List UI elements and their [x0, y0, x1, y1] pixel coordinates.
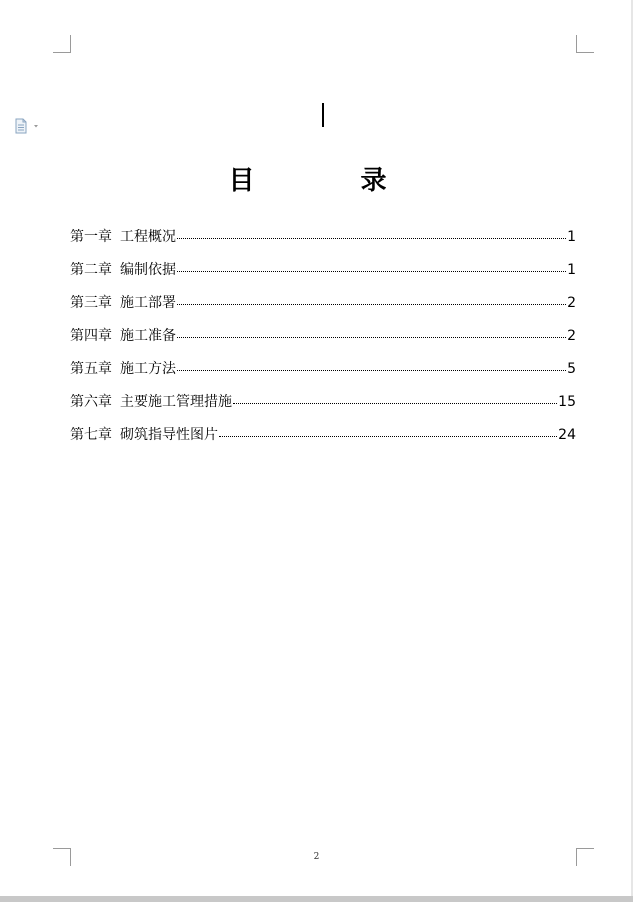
- corner-mark-top-right: [576, 35, 594, 53]
- corner-mark-top-left: [53, 35, 71, 53]
- toc-heading: 砌筑指导性图片: [120, 427, 218, 443]
- toc-page-number: 1: [567, 229, 576, 245]
- toc-heading: 工程概况: [120, 229, 176, 245]
- toc-heading: 编制依据: [120, 262, 176, 278]
- text-cursor: [322, 103, 324, 127]
- toc-entry[interactable]: [70, 292, 576, 325]
- toc-page-number: 1: [567, 262, 576, 278]
- toc-entry[interactable]: [70, 325, 576, 358]
- toc-leader-dots: [177, 304, 566, 305]
- document-paste-icon[interactable]: [14, 118, 40, 134]
- toc-chapter: 第一章: [70, 229, 112, 245]
- toc-entry[interactable]: [70, 226, 576, 259]
- table-of-contents: [70, 226, 576, 457]
- toc-chapter: 第三章: [70, 295, 112, 311]
- toc-page-number: 2: [567, 328, 576, 344]
- toc-entry[interactable]: [70, 259, 576, 292]
- toc-heading: 施工部署: [120, 295, 176, 311]
- toc-page-number: 24: [558, 427, 576, 443]
- toc-chapter: 第六章: [70, 394, 112, 410]
- page-number-footer: 2: [313, 852, 320, 862]
- toc-chapter: 第二章: [70, 262, 112, 278]
- toc-chapter: 第四章: [70, 328, 112, 344]
- toc-leader-dots: [177, 337, 566, 338]
- toc-page-number: 2: [567, 295, 576, 311]
- toc-heading: 施工方法: [120, 361, 176, 377]
- toc-entry[interactable]: [70, 391, 576, 424]
- toc-title: 目 录: [228, 166, 427, 196]
- toc-leader-dots: [233, 403, 557, 404]
- toc-leader-dots: [177, 238, 566, 239]
- toc-leader-dots: [177, 370, 566, 371]
- toc-heading: 主要施工管理措施: [120, 394, 232, 410]
- horizontal-scrollbar[interactable]: [0, 896, 633, 902]
- toc-leader-dots: [219, 436, 557, 437]
- toc-entry[interactable]: [70, 358, 576, 391]
- toc-chapter: 第五章: [70, 361, 112, 377]
- toc-leader-dots: [177, 271, 566, 272]
- toc-page-number: 5: [567, 361, 576, 377]
- toc-chapter: 第七章: [70, 427, 112, 443]
- toc-page-number: 15: [558, 394, 576, 410]
- toc-heading: 施工准备: [120, 328, 176, 344]
- toc-entry[interactable]: [70, 424, 576, 457]
